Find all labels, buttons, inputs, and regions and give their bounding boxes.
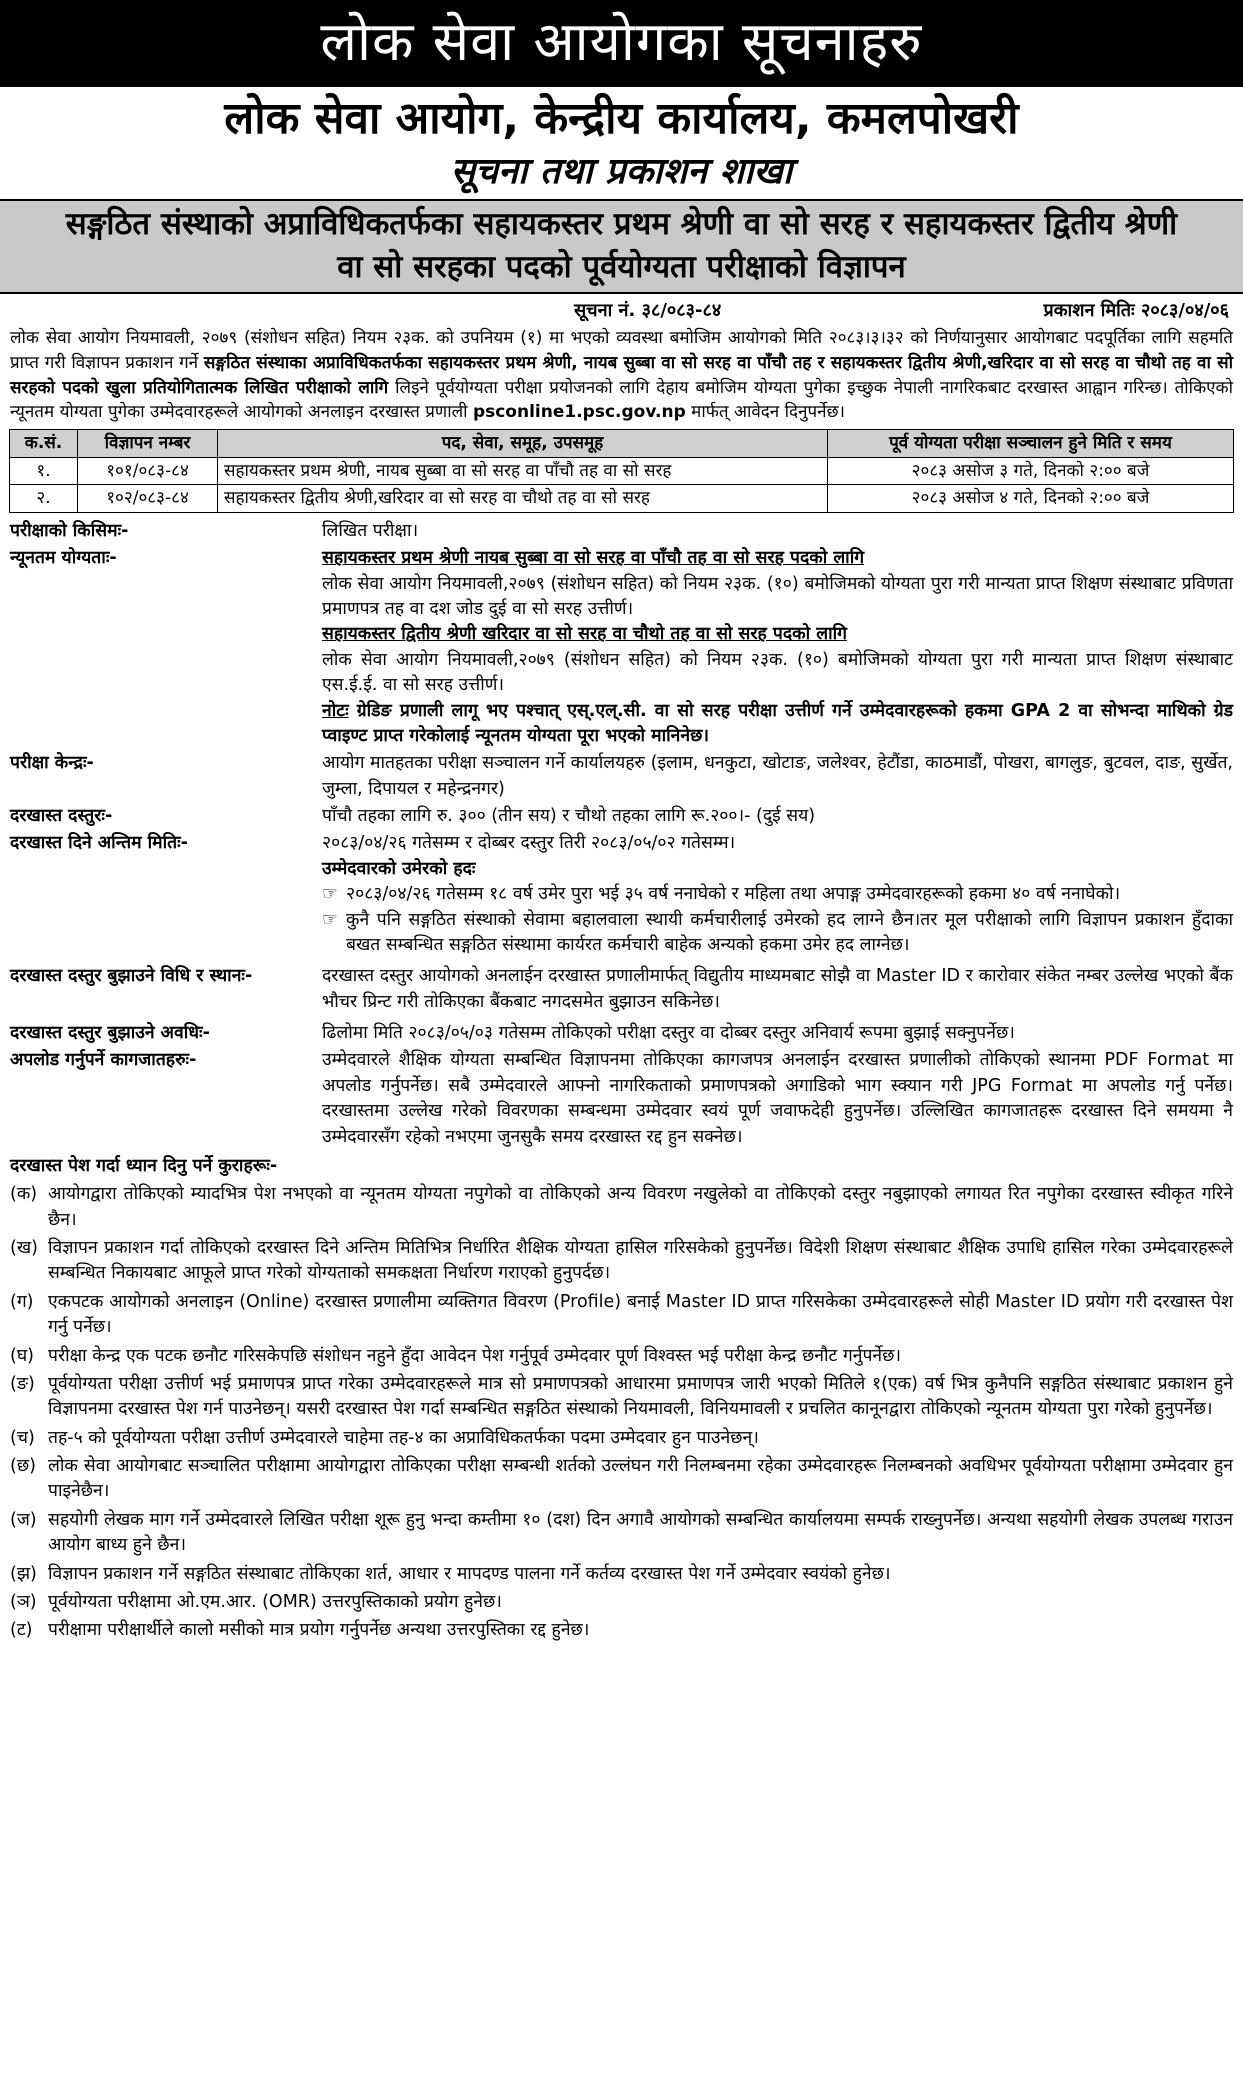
deadline-value — [322, 831, 1233, 958]
point-text: एकपटक आयोगको अनलाइन (Online) दरखास्त प्रणालीमा व्यक्तिगत विवरण (Profile) बनाई Master ID प्राप्त गरिसकेका उम्मेदवारहरूले सोही Master ID प्रयोग गरी दरखास्त पेश गर्नु पर्नेछ। — [48, 1291, 1233, 1338]
point-text: पूर्वयोग्यता परीक्षा उत्तीर्ण भई प्रमाणपत्र प्राप्त गरेका उम्मेदवारहरूले मात्र सो प्रमाणपत्रको आधारमा प्रमाणपत्र जारी भएको मितिले १(एक) वर्ष भित्र कुनैपनि सङ्गठित संस्थाबाट प्रकाशन हुने विज्ञापनमा दरखास्त पेश गर्न पाउनेछन्। यसरी दरखास्त पेश गर्दा सम्बन्धित सङ्गठित संस्थाको नियमावली, विनियमावली र प्रचलित कानूनद्वारा तोकिएको न्यूनतम योग्यता पुरा गरेको हुनुपर्नेछ। — [48, 1373, 1233, 1420]
point-text: परीक्षामा परीक्षार्थीले कालो मसीको मात्र प्रयोग गर्नुपर्नेछ अन्यथा उत्तरपुस्तिका रद्द हुनेछ। — [48, 1620, 590, 1641]
point-text: तह-५ को पूर्वयोग्यता परीक्षा उत्तीर्ण उम्मेदवारले चाहेमा तह-४ का अप्राविधिकतर्फका पदमा उम्मेदवार हुन पाउनेछन्। — [48, 1427, 759, 1448]
min-qualification-value — [322, 546, 1233, 749]
exam-type-row — [0, 519, 1243, 544]
subject-line-1: सङ्गठित संस्थाको अप्राविधिकतर्फका सहायकस्तर प्रथम श्रेणी वा सो सरह र सहायकस्तर द्वितीय श्रेणी — [65, 205, 1178, 242]
list-item — [0, 1426, 1243, 1451]
table-header: विज्ञापन नम्बर — [78, 429, 218, 457]
point-label: (ञ) — [10, 1591, 37, 1612]
list-item — [0, 1182, 1243, 1233]
point-label: (च) — [10, 1427, 35, 1448]
exam-type-value: लिखित परीक्षा। — [322, 520, 419, 541]
table-cell: १०२/०८३-८४ — [78, 485, 218, 513]
pay-method-label: दरखास्त दस्तुर बुझाउने विधि र स्थानः- — [10, 966, 253, 987]
points-heading: दरखास्त पेश गर्दा ध्यान दिनु पर्ने कुराहरूः- — [10, 1155, 278, 1176]
deadline-label: दरखास्त दिने अन्तिम मितिः- — [10, 833, 188, 854]
list-item — [0, 1372, 1243, 1423]
qualification-text-level-5: लोक सेवा आयोग नियमावली,२०७९ (संशोधन सहित) को नियम २३क. (१०) बमोजिमको योग्यता पुरा गरी मान्यता प्राप्त शिक्षण संस्थाबाट प्रविणता प्रमाणपत्र तह वा दश जोड दुई वा सो सरह उत्तीर्ण। — [322, 573, 1233, 620]
list-item — [0, 1618, 1243, 1643]
points-list — [0, 1182, 1243, 1643]
fee-value: पाँचौ तहका लागि रु. ३०० (तीन सय) र चौथो तहका लागि रू.२००।- (दुई सय) — [322, 806, 816, 827]
min-qualification-label: न्यूनतम योग्यताः- — [10, 548, 117, 569]
qualification-heading-level-5: सहायकस्तर प्रथम श्रेणी नायब सुब्बा वा सो सरह वा पाँचौ तह वा सो सरह पदको लागि — [322, 548, 865, 569]
point-label: (ख) — [10, 1238, 38, 1259]
upload-label: अपलोड गर्नुपर्ने कागजातहरुः- — [10, 1050, 197, 1071]
exam-center-row — [0, 751, 1243, 802]
pointing-hand-icon: ☞ — [322, 884, 338, 905]
upload-row — [0, 1048, 1243, 1150]
exam-center-value: आयोग मातहतका परीक्षा सञ्चालन गर्ने कार्यालयहरु (इलाम, धनकुटा, खोटाङ, जलेश्वर, हेटौंडा, काठमाडौं, पोखरा, बागलुङ, बुटवल, दाङ, सुर्खेत, जुम्ला, दिपायल र महेन्द्रनगर) — [322, 753, 1233, 799]
office-name: लोक सेवा आयोग, केन्द्रीय कार्यालय, कमलपोखरी — [224, 92, 1019, 144]
age-bullet-2 — [322, 908, 1233, 959]
list-item — [0, 1236, 1243, 1287]
point-text: आयोगद्वारा तोकिएको म्यादभित्र पेश नभएको वा न्यूनतम योग्यता नपुगेको वा तोकिएको अन्य विवरण नखुलेको वा तोकिएको दस्तुर नबुझाएको लगायत रित नपुगेका दरखास्त स्वीकृत गरिने छैन। — [48, 1184, 1233, 1230]
advertisement-table — [9, 429, 1234, 513]
point-text: सहयोगी लेखक माग गर्ने उम्मेदवारले लिखित परीक्षा शूरू हुनु भन्दा कम्तीमा १० (दश) दिन अगावै आयोगको सम्बन्धित कार्यालयमा सम्पर्क राख्नुपर्नेछ। अन्यथा सहयोगी लेखक उपलब्ध गराउन आयोग बाध्य हुने छैन। — [48, 1509, 1233, 1556]
fee-row — [0, 804, 1243, 829]
point-text: विज्ञापन प्रकाशन गर्दा तोकिएको दरखास्त दिने अन्तिम मितिभित्र निर्धारित शैक्षिक योग्यता हासिल गरिसकेको हुनुपर्नेछ। विदेशी शिक्षण संस्थाबाट शैक्षिक उपाधि हासिल गरेका उम्मेदवारहरूले सम्बन्धित निकायबाट आफूले प्राप्त गरेको योग्यताको समकक्षता निर्धारण गराएको हुनुपर्दछ। — [48, 1238, 1233, 1284]
masthead-title: लोक सेवा आयोगका सूचनाहरु — [0, 0, 1243, 87]
pay-method-row — [0, 964, 1243, 1015]
qualification-text-level-4: लोक सेवा आयोग नियमावली,२०७९ (संशोधन सहित) को नियम २३क. (१०) बमोजिमको योग्यता पुरा गरी मान्यता प्राप्त शिक्षण संस्थाबाट एस.ई.ई. वा सो सरह उत्तीर्ण। — [322, 649, 1233, 696]
min-qualification-row — [0, 546, 1243, 749]
point-label: (ङ) — [10, 1373, 35, 1394]
age-bullet-text: २०८३/०४/२६ गतेसम्म १८ वर्ष उमेर पुरा भई ३५ वर्ष ननाघेको र महिला तथा अपाङ्ग उम्मेदवारहरूको हकमा ४० वर्ष ननाघेको। — [346, 884, 1121, 905]
table-header: पद, सेवा, समूह, उपसमूह — [218, 429, 828, 457]
table-cell: २०८३ असोज ३ गते, दिनको २:०० बजे — [828, 457, 1234, 485]
point-label: (क) — [10, 1184, 38, 1205]
pay-period-label: दरखास्त दस्तुर बुझाउने अवधिः- — [10, 1023, 210, 1044]
table-cell: सहायकस्तर प्रथम श्रेणी, नायब सुब्बा वा सो सरह वा पाँचौ तह वा सो सरह — [218, 457, 828, 485]
section-name: सूचना तथा प्रकाशन शाखा — [450, 150, 793, 192]
intro-paragraph — [0, 324, 1243, 425]
note-label: नोटः — [322, 700, 349, 721]
point-label: (ज) — [10, 1509, 37, 1530]
deadline-row — [0, 831, 1243, 958]
table-cell: १. — [10, 457, 78, 485]
point-text: परीक्षा केन्द्र एक पटक छनौट गरिसकेपछि संशोधन नहुने हुँदा आवेदन पेश गर्नुपूर्व उम्मेदवार पूर्ण विश्वस्त भई परीक्षा केन्द्र छनौट गर्नुपर्नेछ। — [48, 1345, 902, 1366]
point-text: लोक सेवा आयोगबाट सञ्चालित परीक्षामा आयोगद्वारा तोकिएका परीक्षा सम्बन्धी शर्तको उल्लंघन गरी निलम्बनमा रहेका उम्मेदवारहरू निलम्बनको अवधिभर पूर्वयोग्यता परीक्षामा उम्मेदवार हुन पाइनेछैन। — [48, 1456, 1233, 1502]
pay-period-row — [0, 1021, 1243, 1046]
point-text: पूर्वयोग्यता परीक्षामा ओ.एम.आर. (OMR) उत्तरपुस्तिकाको प्रयोग हुनेछ। — [48, 1591, 502, 1612]
exam-type-label: परीक्षाको किसिमः- — [10, 520, 129, 541]
table-row — [10, 457, 1234, 485]
list-item — [0, 1344, 1243, 1369]
qualification-note — [322, 699, 1233, 750]
point-label: (ट) — [10, 1620, 33, 1641]
point-label: (झ) — [10, 1563, 37, 1584]
table-cell: २. — [10, 485, 78, 513]
pay-period-value: ढिलोमा मिति २०८३/०५/०३ गतेसम्म तोकिएको परीक्षा दस्तुर वा दोब्बर दस्तुर अनिवार्य रूपमा बुझाई सक्नुपर्नेछ। — [322, 1023, 1015, 1044]
table-row — [10, 485, 1234, 513]
notice-number: सूचना नं. ३८/०८३-८४ — [574, 300, 722, 322]
subject-line-2: वा सो सरहका पदको पूर्वयोग्यता परीक्षाको विज्ञापन — [337, 248, 906, 285]
qualification-heading-level-4: सहायकस्तर द्वितीय श्रेणी खरिदार वा सो सरह वा चौथो तह वा सो सरह पदको लागि — [322, 624, 847, 645]
notice-subject — [0, 199, 1243, 295]
point-label: (घ) — [10, 1345, 34, 1366]
table-header: क.सं. — [10, 429, 78, 457]
table-header: पूर्व योग्यता परीक्षा सञ्चालन हुने मिति र समय — [828, 429, 1234, 457]
note-text: ग्रेडिङ प्रणाली लागू भए पश्चात् एस्.एल्.सी. वा सो सरह परीक्षा उत्तीर्ण गर्ने उम्मेदवारहरूको हकमा GPA 2 वा सोभन्दा माथिको ग्रेड प्वाइण्ट प्राप्त गरेकोलाई न्यूनतम योग्यता पूरा भएको मानिनेछ। — [322, 700, 1233, 746]
exam-center-label: परीक्षा केन्द्रः- — [10, 753, 94, 774]
fee-label: दरखास्त दस्तुरः- — [10, 806, 113, 827]
list-item — [0, 1508, 1243, 1559]
publish-date: प्रकाशन मितिः २०८३/०४/०६ — [1043, 300, 1229, 322]
list-item — [0, 1290, 1243, 1341]
table-header-row — [10, 429, 1234, 457]
list-item — [0, 1562, 1243, 1587]
table-cell: २०८३ असोज ४ गते, दिनको २:०० बजे — [828, 485, 1234, 513]
notice-meta — [0, 294, 1243, 324]
point-text: विज्ञापन प्रकाशन गर्ने सङ्गठित संस्थाबाट तोकिएका शर्त, आधार र मापदण्ड पालना गर्ने कर्तव्य दरखास्त पेश गर्ने उम्मेदवार स्वयंको हुनेछ। — [48, 1563, 891, 1584]
intro-part-1: लोक सेवा आयोग नियमावली, २०७९ (संशोधन सहित) नियम २३क. को उपनियम (१) मा भएको व्यवस्था बमोजिम आयोगको मिति २०८३।३।३२ को निर्णयानुसार आयोगबाट पदपूर्तिका लागि सहमति प्राप्त गरी विज्ञापन प्रकाशन गर्ने — [10, 328, 1233, 374]
age-bullet-text: कुनै पनि सङ्गठित संस्थाको सेवामा बहालवाला स्थायी कर्मचारीलाई उमेरको हद लाग्ने छैन।तर मूल परीक्षाको लागि विज्ञापन प्रकाशन हुँदाका बखत सम्बन्धित सङ्गठित संस्थामा कार्यरत कर्मचारी बाहेक अन्यको हकमा उमेर हद लाग्नेछ। — [346, 909, 1233, 955]
website-link[interactable]: psconline1.psc.gov.np — [472, 402, 686, 423]
age-limit-heading: उम्मेदवारको उमेरको हदः — [322, 858, 476, 879]
pay-method-value: दरखास्त दस्तुर आयोगको अनलाईन दरखास्त प्रणालीमार्फत् विद्युतीय माध्यमबाट सोझै वा Master ID र कारोवार संकेत नम्बर उल्लेख भएको बैंक भौचर प्रिन्ट गरी तोकिएका बैंकबाट नगदसमेत बुझाउन सकिनेछ। — [322, 966, 1233, 1012]
intro-part-3: मार्फत् आवेदन दिनुपर्नेछ। — [685, 402, 845, 423]
list-item — [0, 1590, 1243, 1615]
point-label: (छ) — [10, 1456, 36, 1477]
table-cell: १०१/०८३-८४ — [78, 457, 218, 485]
intro-bold: सङ्गठित संस्थाका अप्राविधिकतर्फका सहायकस्तर प्रथम श्रेणी, नायब सुब्बा वा सो सरह वा पाँचौ तह र सहायकस्तर द्वितीय श्रेणी,खरिदार वा सो सरह वा चौथो तह वा सो सरहको पदको खुला प्रतियोगितात्मक लिखित परीक्षाको लागि — [10, 353, 1234, 398]
pointing-hand-icon: ☞ — [322, 909, 338, 930]
list-item — [0, 1454, 1243, 1505]
deadline-text: २०८३/०४/२६ गतेसम्म र दोब्बर दस्तुर तिरी २०८३/०५/०२ गतेसम्म। — [322, 833, 736, 854]
table-cell: सहायकस्तर द्वितीय श्रेणी,खरिदार वा सो सरह वा चौथो तह वा सो सरह — [218, 485, 828, 513]
age-bullet-1 — [322, 882, 1233, 907]
upload-value: उम्मेदवारले शैक्षिक योग्यता सम्बन्धित विज्ञापनमा तोकिएका कागजपत्र अनलाईन दरखास्त प्रणालीको तोकिएको स्थानमा PDF Format मा अपलोड गर्नुपर्नेछ। सबै उम्मेदवारले आफ्नो नागरिकताको प्रमाणपत्रको अगाडिको भाग स्क्यान गरी JPG Format मा अपलोड गर्नु पर्नेछ। दरखास्तमा उल्लेख गरेको विवरणका सम्बन्धमा उम्मेदवार स्वयं पूर्ण जवाफदेही हुनुपर्नेछ। उल्लिखित कागजातहरू दरखास्त दिने समयमा नै उम्मेदवारसँग रहेको नभएमा जुनसुकै समय दरखास्त रद्द हुन सक्नेछ। — [322, 1050, 1233, 1147]
intro-part-2: लिइने पूर्वयोग्यता परीक्षा प्रयोजनको लागि देहाय बमोजिम योग्यता पुगेका इच्छुक नेपाली नागरिकबाट दरखास्त आह्वान गरिन्छ। तोकिएको न्यूनतम योग्यता पुगेका उम्मेदवारहरूले आयोगको अनलाइन दरखास्त प्रणाली — [10, 377, 1233, 423]
point-label: (ग) — [10, 1291, 34, 1312]
